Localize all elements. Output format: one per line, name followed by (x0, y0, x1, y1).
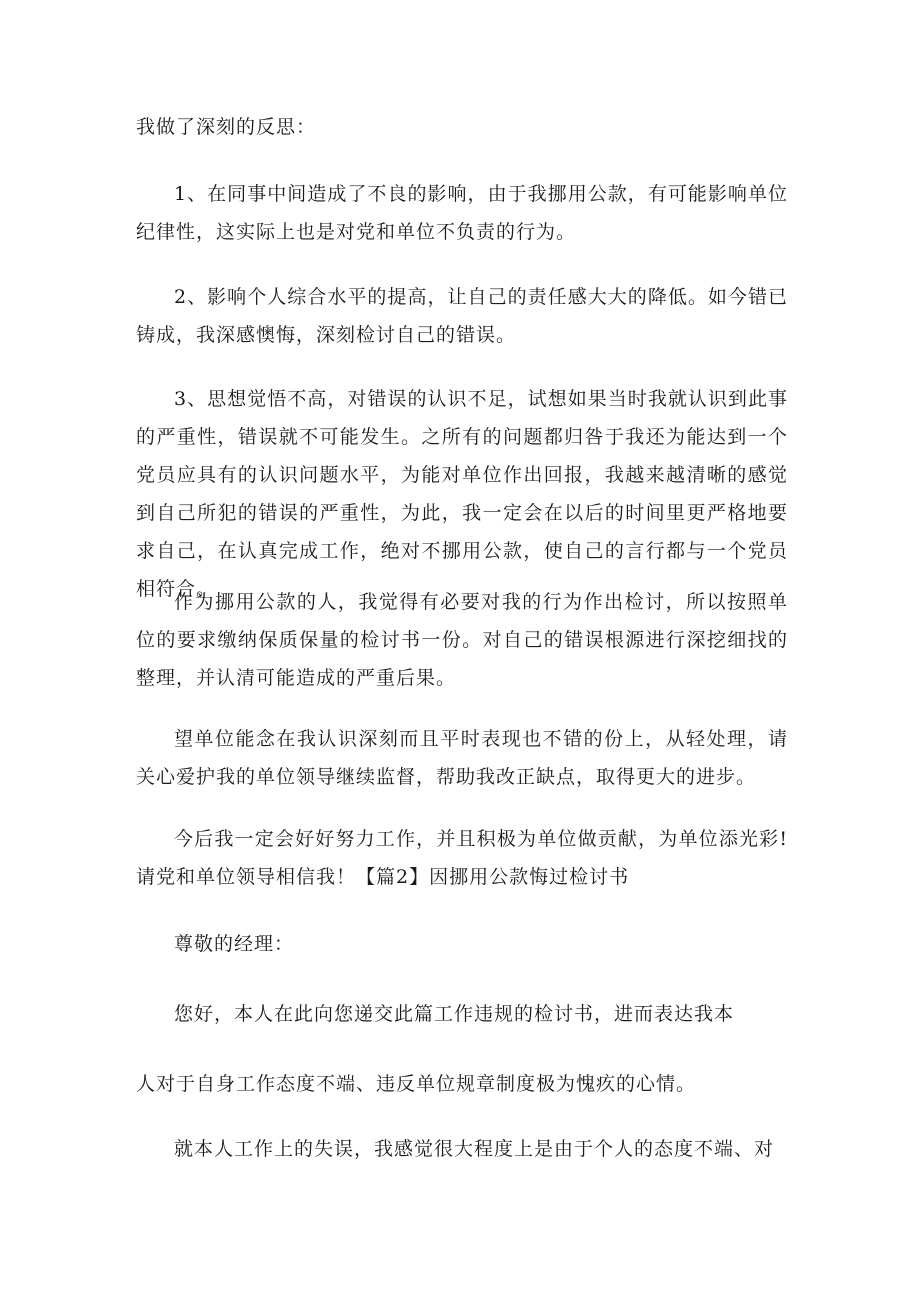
paragraph-intro: 我做了深刻的反思： (136, 116, 317, 138)
paragraph-review: 作为挪用公款的人，我觉得有必要对我的行为作出检讨，所以按照单位的要求缴纳保质保量的检讨书一份。对自己的错误根源进行深挖细找的整理，并认清可能造成的严重后果。 (136, 591, 788, 689)
paragraph-promise: 今后我一定会好好努力工作，并且积极为单位做贡献，为单位添光彩!请党和单位领导相信我！【篇2】因挪用公款悔过检讨书 (136, 828, 788, 888)
paragraph-greeting: 您好，本人在此向您递交此篇工作违规的检讨书，进而表达我本 (174, 1003, 735, 1025)
paragraph-point-3: 3、思想觉悟不高，对错误的认识不足，试想如果当时我就认识到此事的严重性，错误就不可能发生。之所有的问题都归咎于我还为能达到一个党员应具有的认识问题水平，为能对单位作出回报，我越来越清晰的感觉到自己所犯的错误的严重性，为此，我一定会在以后的时间里更严格地要求自己，在认真完成工作，绝对不挪用公款，使自己的言行都与一个党员相符合。 (136, 388, 788, 600)
paragraph-point-1: 1、在同事中间造成了不良的影响，由于我挪用公款，有可能影响单位纪律性，这实际上也是对党和单位不负责的行为。 (136, 183, 788, 243)
paragraph-request: 望单位能念在我认识深刻而且平时表现也不错的份上，从轻处理，请关心爱护我的单位领导继续监督，帮助我改正缺点，取得更大的进步。 (136, 728, 788, 788)
paragraph-point-2: 2、影响个人综合水平的提高，让自己的责任感大大的降低。如今错已铸成，我深感懊悔，深刻检讨自己的错误。 (136, 286, 788, 346)
paragraph-feelings: 人对于自身工作态度不端、违反单位规章制度极为愧疚的心情。 (136, 1073, 697, 1095)
paragraph-fault: 就本人工作上的失误，我感觉很大程度上是由于个人的态度不端、对 (174, 1138, 775, 1160)
paragraph-salutation: 尊敬的经理： (174, 933, 295, 955)
